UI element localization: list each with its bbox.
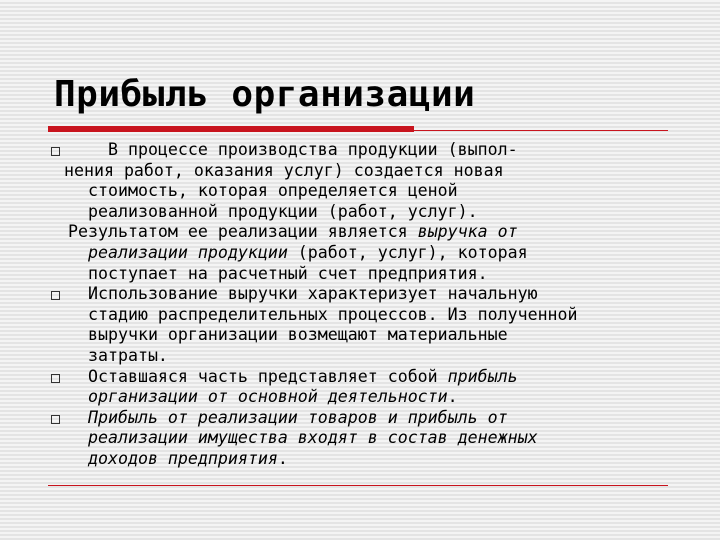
footer-rule [48, 485, 668, 486]
text-run: нения работ, оказания услуг) создается новая [64, 160, 504, 180]
italic-term: реализации продукции [88, 242, 288, 262]
bullet-line [88, 367, 674, 388]
square-bullet-icon [51, 291, 60, 300]
bullet-line [88, 387, 674, 408]
square-bullet-icon [51, 147, 60, 156]
bullet-list [0, 140, 674, 470]
square-bullet-icon [51, 374, 60, 383]
bullet-line [88, 305, 674, 326]
text-run: реализованной продукции (работ, услуг). [88, 201, 478, 221]
text-run: (работ, услуг), которая [287, 242, 528, 262]
bullet-line [88, 346, 674, 367]
text-run: . [447, 387, 458, 407]
bullet-item [0, 284, 674, 366]
italic-term: организации от основной деятельности [88, 387, 448, 407]
bullet-line [88, 428, 674, 449]
title-underline-thick [48, 126, 414, 132]
square-bullet-icon [51, 415, 60, 424]
bullet-line [64, 161, 674, 182]
text-run: стоимость, которая определяется ценой [88, 181, 458, 201]
bullet-line [88, 408, 674, 429]
italic-term: прибыль [447, 366, 518, 386]
italic-term: Прибыль от реализации товаров и прибыль от [88, 407, 508, 427]
bullet-line [88, 140, 674, 161]
text-run: . [277, 448, 288, 468]
bullet-item [0, 408, 674, 470]
bullet-line [88, 181, 674, 202]
bullet-line [88, 325, 674, 346]
bullet-item [0, 367, 674, 408]
italic-term: доходов предприятия [88, 448, 278, 468]
text-run: Результатом ее реализации является [68, 222, 418, 242]
text-run: затраты. [88, 345, 168, 365]
bullet-line [88, 243, 674, 264]
text-run: выручки организации возмещают материальные [88, 325, 508, 345]
bullet-line [88, 264, 674, 285]
italic-term: реализации имущества входят в состав денежных [88, 428, 538, 448]
bullet-line [68, 222, 674, 243]
slide-title: Прибыль организации [54, 74, 476, 115]
text-run: В процессе производства продукции (выпол- [88, 140, 518, 159]
text-run: Оставшаяся часть представляет собой [88, 366, 448, 386]
text-run: стадию распределительных процессов. Из полученной [88, 304, 578, 324]
title-underline-thin [414, 130, 668, 131]
bullet-line [88, 449, 674, 470]
italic-term: выручка от [417, 222, 518, 242]
bullet-line [88, 284, 674, 305]
text-run: Использование выручки характеризует начальную [88, 284, 538, 304]
title-underline [48, 126, 668, 134]
bullet-line [88, 202, 674, 223]
text-run: поступает на расчетный счет предприятия. [88, 263, 488, 283]
bullet-item [0, 140, 674, 284]
